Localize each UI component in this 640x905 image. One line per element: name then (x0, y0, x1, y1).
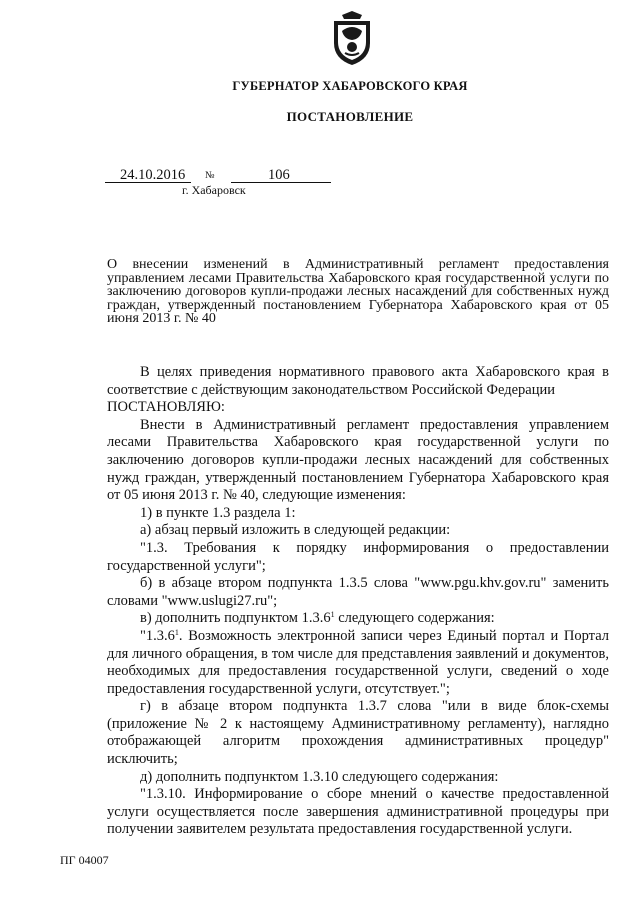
paragraph-item-g: г) в абзаце втором подпункта 1.3.7 слова "или в виде блок-схемы (приложение № 2 к настоящему Административному регламенту), наглядно отображающей алгоритм прохождения административных процедур" исключить; (107, 698, 609, 768)
organization-title: ГУБЕРНАТОР ХАБАРОВСКОГО КРАЯ (232, 79, 468, 93)
paragraph-amendments-intro: Внести в Административный регламент предоставления управлением лесами Правительства Хабаровского края государственной услуги по заключению договоров купли-продажи лесных насаждений для собственных нужд граждан, утвержденный постановлением Губернатора Хабаровского края от 05 июня 2013 г. № 40, следующие изменения: (107, 416, 609, 504)
document-date: 24.10.2016 (120, 167, 186, 183)
item-v-superscript: 1 (330, 610, 335, 620)
paragraph-quote-1-3-6 (107, 628, 609, 698)
paragraph-item-1: 1) в пункте 1.3 раздела 1: (140, 504, 296, 521)
number-sign: № (205, 170, 215, 181)
quote-1-3-6-text-a: "1.3.6 (140, 627, 175, 644)
document-number: 106 (268, 167, 290, 183)
paragraph-item-v (107, 610, 609, 628)
city: г. Хабаровск (182, 183, 246, 197)
document-type: ПОСТАНОВЛЕНИЕ (286, 109, 414, 124)
form-code: ПГ 04007 (60, 853, 109, 867)
paragraph-quote-1-3-10: "1.3.10. Информирование о сборе мнений о качестве предоставленной услуги осуществляется после завершения административной процедуры при получении заявителем результата предоставления государственной услуги. (107, 786, 609, 838)
paragraph-preamble: В целях приведения нормативного правового акта Хабаровского края в соответствие с действующим законодательством Российской Федерации (107, 364, 609, 398)
quote-1-3-6-text-b: . Возможность электронной записи через Единый портал и Портал для личного обращения, в том числе для представления заявлений и документов, необходимых для предоставления государственной услуги, сведений о ходе предоставления государственной услуги, отсутствует."; (107, 627, 609, 697)
paragraph-item-a: а) абзац первый изложить в следующей редакции: (140, 522, 451, 539)
quote-1-3-6-superscript: 1 (174, 627, 179, 637)
date-underline (105, 182, 191, 183)
item-v-text-a: в) дополнить подпунктом 1.3.6 (140, 610, 331, 627)
paragraph-quote-1-3: "1.3. Требования к порядку информирования о предоставлении государственной услуги"; (107, 539, 609, 574)
item-v-text-b: следующего содержания: (334, 610, 495, 627)
document-body (107, 364, 609, 839)
document-subject: О внесении изменений в Административный регламент предоставления управлением лесами Правительства Хабаровского края государственной услуги по заключению договоров купли-продажи лесных насаждений для собственных нужд граждан, утвержденный постановлением Губернатора Хабаровского края от 05 июня 2013 г. № 40 (107, 257, 609, 327)
paragraph-item-d: д) дополнить подпунктом 1.3.10 следующего содержания: (140, 768, 499, 785)
number-underline (231, 182, 331, 183)
paragraph-decree: ПОСТАНОВЛЯЮ: (107, 399, 225, 416)
paragraph-item-b: б) в абзаце втором подпункта 1.3.5 слова "www.pgu.khv.gov.ru" заменить словами "www.uslugi27.ru"; (107, 575, 609, 609)
coat-of-arms-icon (329, 9, 375, 67)
